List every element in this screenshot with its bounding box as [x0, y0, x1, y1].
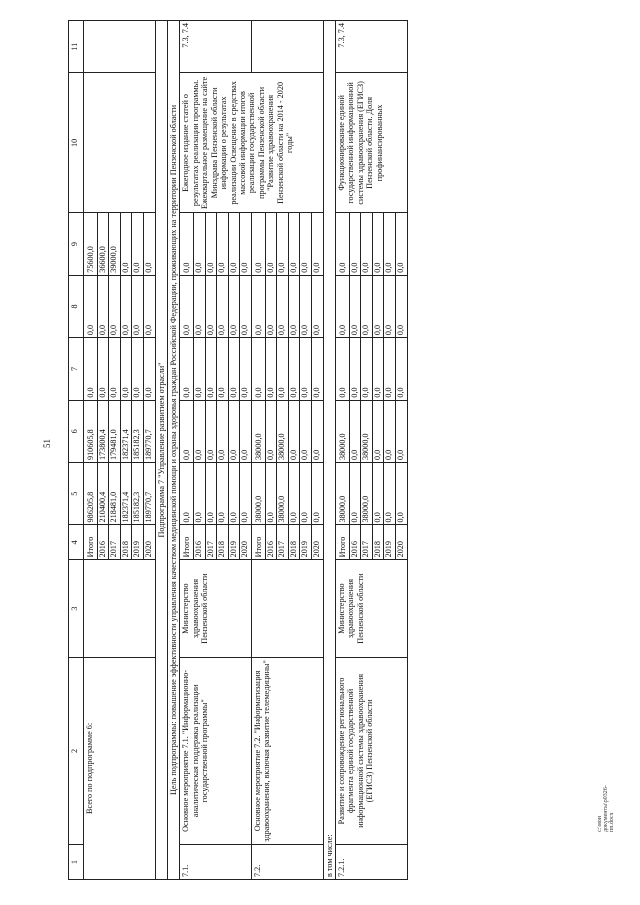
- row-indicator: 7.3, 7.4: [180, 21, 252, 74]
- value-cell: 0,0: [217, 401, 229, 462]
- value-cell: 0,0: [338, 213, 349, 274]
- value-cell: 210400,4: [97, 463, 109, 524]
- subprogram-goal: Цель подпрограммы: повышение эффективности управления качеством медицинской помощи и охраны здоровья граждан Российской Федерации, проживающих на территории Пензенской области: [167, 21, 179, 880]
- total-col6: [84, 400, 156, 462]
- total-col9: [84, 213, 156, 275]
- row-col5: [335, 463, 407, 525]
- value-cell: 0,0: [120, 338, 132, 399]
- total-col5: [84, 463, 156, 525]
- value-cell: 0,0: [143, 387, 153, 398]
- total-row: [84, 21, 156, 880]
- header-cell: 11: [69, 21, 84, 74]
- value-cell: 0,0: [194, 213, 206, 274]
- year-cell: 2017: [277, 525, 289, 559]
- value-cell: 0,0: [311, 324, 321, 336]
- value-cell: 0,0: [395, 324, 405, 336]
- year-cell: 2016: [97, 525, 109, 559]
- years-list: [86, 525, 155, 559]
- value-cell: 0,0: [228, 401, 240, 462]
- value-cell: 0,0: [228, 463, 240, 524]
- row-years: [180, 525, 252, 560]
- row-col7: [251, 338, 323, 400]
- row-col9: [335, 213, 407, 275]
- value-cell: 0,0: [277, 213, 289, 274]
- year-cell: 2020: [240, 541, 250, 558]
- value-cell: 185182,3: [132, 401, 144, 462]
- row-name: Основное мероприятие 7.1. "Информационно-аналитическая поддержка реализации государственной программы": [180, 657, 252, 844]
- value-cell: 185182,3: [132, 463, 144, 524]
- year-cell: Итого: [182, 525, 193, 559]
- value-cell: 0,0: [217, 213, 229, 274]
- year-cell: 2020: [143, 541, 153, 558]
- value-cell: 0,0: [384, 401, 396, 462]
- header-cell: 5: [69, 463, 84, 525]
- value-cell: 986205,8: [86, 463, 97, 524]
- value-cell: 0,0: [205, 401, 217, 462]
- value-cell: 0,0: [240, 512, 250, 523]
- row-col6: [335, 400, 407, 462]
- value-cell: 0,0: [205, 276, 217, 337]
- row-col6: [251, 400, 323, 462]
- value-cell: 75600,0: [86, 213, 97, 274]
- value-cell: 0,0: [228, 276, 240, 337]
- value-cell: 0,0: [384, 213, 396, 274]
- value-cell: 0,0: [372, 338, 384, 399]
- value-cell: 0,0: [182, 401, 193, 462]
- value-cell: 0,0: [194, 338, 206, 399]
- value-cell: 179481,0: [109, 401, 121, 462]
- value-cell: 0,0: [349, 401, 361, 462]
- row-executor: Министерство здравоохранения Пензенской области: [335, 560, 407, 657]
- value-cell: 0,0: [277, 338, 289, 399]
- value-cell: 0,0: [300, 401, 312, 462]
- value-cell: 0,0: [288, 213, 300, 274]
- value-cell: 0,0: [300, 213, 312, 274]
- row-col7: [335, 338, 407, 400]
- year-cell: 2018: [120, 525, 132, 559]
- year-cell: 2018: [288, 525, 300, 559]
- value-cell: 0,0: [265, 213, 277, 274]
- value-cell: 0,0: [143, 262, 153, 273]
- value-cell: 0,0: [265, 401, 277, 462]
- value-cell: 0,0: [109, 338, 121, 399]
- total-result: [84, 73, 156, 213]
- header-cell: 1: [69, 845, 84, 880]
- value-cell: 0,0: [120, 213, 132, 274]
- total-indicator: [84, 21, 156, 74]
- year-cell: 2016: [349, 525, 361, 559]
- value-cell: 0,0: [311, 449, 321, 461]
- row-years: [251, 525, 323, 560]
- row-col8: [251, 275, 323, 337]
- header-cell: 2: [69, 657, 84, 844]
- header-row: [69, 21, 84, 880]
- value-cell: 0,0: [194, 463, 206, 524]
- subprogram-title-row: [155, 21, 167, 880]
- value-cell: 0,0: [182, 338, 193, 399]
- row-col5: [180, 463, 252, 525]
- value-cell: 0,0: [372, 463, 384, 524]
- row-number: 7.2.: [251, 845, 323, 880]
- value-cell: 0,0: [277, 276, 289, 337]
- value-cell: 0,0: [240, 387, 250, 398]
- value-cell: 0,0: [132, 213, 144, 274]
- value-cell: 0,0: [217, 463, 229, 524]
- value-cell: 0,0: [311, 387, 321, 398]
- value-cell: 0,0: [132, 338, 144, 399]
- value-cell: 0,0: [372, 401, 384, 462]
- value-cell: 0,0: [182, 213, 193, 274]
- value-cell: 36600,0: [97, 213, 109, 274]
- total-label: Всего по подпрограмме 6:: [84, 657, 156, 879]
- value-cell: 0,0: [97, 338, 109, 399]
- value-cell: 910605,8: [86, 401, 97, 462]
- value-cell: 0,0: [205, 213, 217, 274]
- value-cell: 0,0: [194, 276, 206, 337]
- value-cell: 0,0: [228, 213, 240, 274]
- year-cell: 2017: [109, 525, 121, 559]
- total-col7: [84, 338, 156, 400]
- value-cell: 0,0: [300, 338, 312, 399]
- year-cell: 2019: [384, 525, 396, 559]
- value-cell: 38000,0: [277, 463, 289, 524]
- value-cell: 0,0: [109, 276, 121, 337]
- row-result: Функционирование единой государственной информационной системы здравоохранения (ЕГИСЗ) Пензенской области. Доля профинансированных: [335, 73, 407, 213]
- value-cell: 0,0: [349, 213, 361, 274]
- value-cell: 38000,0: [361, 401, 373, 462]
- program-table: [68, 20, 408, 880]
- value-cell: 0,0: [254, 276, 265, 337]
- value-cell: 0,0: [361, 338, 373, 399]
- goal-row: [167, 21, 179, 880]
- value-cell: 0,0: [349, 338, 361, 399]
- header-cell: 4: [69, 525, 84, 560]
- value-cell: 173800,4: [97, 401, 109, 462]
- row-indicator: [251, 21, 323, 74]
- value-cell: 0,0: [265, 338, 277, 399]
- total-years: [84, 525, 156, 560]
- value-cell: 189770,7: [143, 429, 153, 461]
- value-cell: 0,0: [349, 276, 361, 337]
- value-cell: 0,0: [217, 338, 229, 399]
- value-cell: 39000,0: [109, 213, 121, 274]
- table-row: [180, 21, 252, 880]
- year-cell: 2019: [228, 525, 240, 559]
- header-cell: 10: [69, 73, 84, 213]
- header-cell: 9: [69, 213, 84, 275]
- year-cell: Итого: [338, 525, 349, 559]
- year-cell: 2019: [300, 525, 312, 559]
- header-cell: 3: [69, 560, 84, 657]
- row-indicator: 7.3, 7.4: [335, 21, 407, 74]
- year-cell: 2018: [217, 525, 229, 559]
- value-cell: 0,0: [300, 276, 312, 337]
- landscape-sheet: [68, 20, 586, 880]
- year-cell: 2017: [205, 525, 217, 559]
- page-number: 51: [42, 439, 52, 448]
- value-cell: 0,0: [265, 276, 277, 337]
- value-cell: 0,0: [205, 338, 217, 399]
- value-cell: 0,0: [240, 324, 250, 336]
- row-name: Развитие и сопровождение регионального фрагмента единой государственной информационной системы здравоохранения (ЕГИСЗ) Пензенской области: [335, 657, 407, 844]
- value-cell: 0,0: [228, 338, 240, 399]
- table-row: [335, 21, 407, 880]
- total-col8: [84, 275, 156, 337]
- value-cell: 0,0: [372, 213, 384, 274]
- row-col9: [180, 213, 252, 275]
- in-that-number-row: [323, 21, 335, 880]
- value-cell: 0,0: [395, 512, 405, 523]
- row-number: 7.2.1.: [335, 845, 407, 880]
- value-cell: 0,0: [361, 213, 373, 274]
- value-cell: 0,0: [132, 276, 144, 337]
- year-cell: 2017: [361, 525, 373, 559]
- value-cell: 0,0: [288, 401, 300, 462]
- value-cell: 0,0: [97, 276, 109, 337]
- row-result: Ежегодное издание статей о результатах реализации программы. Ежеквартальное размещение на сайте Минздрава Пензенской области информации о результатах реализации Освещение в средствах массовой информации итогов реализации государственной программы Пензенской области "Развитие здравоохранения Пензенской области на 2014 - 2020 годы": [180, 73, 323, 213]
- row-col9: [251, 213, 323, 275]
- year-cell: 2020: [395, 541, 405, 558]
- value-cell: 0,0: [372, 276, 384, 337]
- value-cell: 0,0: [349, 463, 361, 524]
- header-cell: 6: [69, 400, 84, 462]
- value-cell: 38000,0: [361, 463, 373, 524]
- value-cell: 189770,7: [143, 491, 153, 523]
- value-cell: 0,0: [311, 512, 321, 523]
- row-col7: [180, 338, 252, 400]
- footer-path: c:\мои документы\p0326-пп.docx: [597, 785, 615, 832]
- value-cell: 0,0: [384, 463, 396, 524]
- value-cell: 218481,0: [109, 463, 121, 524]
- year-cell: 2016: [265, 525, 277, 559]
- total-executor: [84, 560, 156, 657]
- value-cell: 0,0: [338, 338, 349, 399]
- value-cell: 0,0: [395, 449, 405, 461]
- subprogram-title: Подпрограмма 7 "Управление развитием отрасли": [155, 21, 167, 880]
- value-cell: 0,0: [338, 276, 349, 337]
- value-cell: 0,0: [361, 276, 373, 337]
- value-cell: 0,0: [240, 449, 250, 461]
- year-cell: Итого: [254, 525, 265, 559]
- value-cell: 0,0: [288, 276, 300, 337]
- value-cell: 0,0: [395, 262, 405, 273]
- value-cell: 0,0: [384, 338, 396, 399]
- header-cell: 7: [69, 338, 84, 400]
- value-cell: 0,0: [86, 276, 97, 337]
- year-cell: 2020: [311, 541, 321, 558]
- in-that-number: в том числе:: [323, 21, 335, 880]
- value-cell: 0,0: [311, 262, 321, 273]
- year-cell: 2018: [372, 525, 384, 559]
- value-cell: 0,0: [254, 213, 265, 274]
- value-cell: 38000,0: [254, 463, 265, 524]
- value-cell: 0,0: [300, 463, 312, 524]
- value-cell: 182371,4: [120, 401, 132, 462]
- value-cell: 0,0: [143, 324, 153, 336]
- year-cell: 2016: [194, 525, 206, 559]
- row-col8: [335, 275, 407, 337]
- value-cell: 0,0: [194, 401, 206, 462]
- value-cell: 0,0: [120, 276, 132, 337]
- value-cell: 0,0: [182, 463, 193, 524]
- row-number: 7.1.: [180, 845, 252, 880]
- value-cell: 38000,0: [277, 401, 289, 462]
- value-cell: 0,0: [254, 338, 265, 399]
- row-col8: [180, 275, 252, 337]
- value-cell: 0,0: [288, 463, 300, 524]
- value-cell: 38000,0: [254, 401, 265, 462]
- value-cell: 0,0: [288, 338, 300, 399]
- header-cell: 8: [69, 275, 84, 337]
- year-cell: Итого: [86, 525, 97, 559]
- value-cell: 38000,0: [338, 401, 349, 462]
- value-cell: 182371,4: [120, 463, 132, 524]
- value-cell: 0,0: [182, 276, 193, 337]
- year-cell: 2019: [132, 525, 144, 559]
- row-years: [335, 525, 407, 560]
- value-cell: 0,0: [86, 338, 97, 399]
- value-cell: 0,0: [217, 276, 229, 337]
- value-cell: 0,0: [384, 276, 396, 337]
- value-cell: 0,0: [265, 463, 277, 524]
- row-col6: [180, 400, 252, 462]
- value-cell: 0,0: [395, 387, 405, 398]
- value-cell: 38000,0: [338, 463, 349, 524]
- row-name: Основное мероприятие 7.2. "Информатизация здравоохранения, включая развитие телемедицины": [251, 657, 323, 844]
- value-cell: 0,0: [205, 463, 217, 524]
- row-executor: Министерство здравоохранения Пензенской области: [180, 560, 252, 657]
- row-col5: [251, 463, 323, 525]
- value-cell: 0,0: [240, 262, 250, 273]
- row-executor: [251, 560, 323, 657]
